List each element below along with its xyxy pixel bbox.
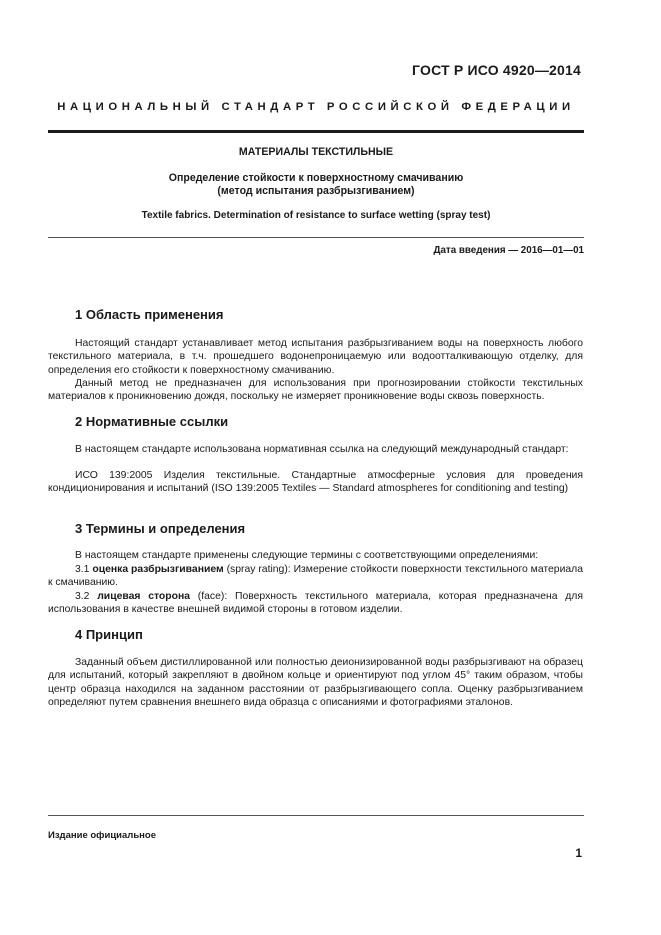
term-3-2-term: лицевая сторона <box>97 591 191 602</box>
section-1-paragraph-1: Настоящий стандарт устанавливает метод испытания разбрызгиванием воды на поверхность любого текстильного материала, в т.ч. прошедшего водонепроницаемую или водоотталкивающую отделку, для определения его стойкости к поверхностному смачиванию. <box>48 338 583 376</box>
term-3-1-number: 3.1 <box>75 564 90 575</box>
page-number: 1 <box>575 846 582 860</box>
term-3-2-definition: (face): Поверхность текстильного материала, которая предназначена для использования в качестве внешней видимой стороны в готовом изделии. <box>48 591 583 616</box>
term-3-1 <box>48 563 583 590</box>
section-1-heading: 1 Область применения <box>75 307 224 322</box>
section-2-paragraph-1: В настоящем стандарте использована нормативная ссылка на следующий международный стандарт: <box>75 444 569 455</box>
document-number: ГОСТ Р ИСО 4920—2014 <box>412 62 581 78</box>
header-rule <box>48 130 584 133</box>
term-3-2 <box>48 590 583 617</box>
section-3-heading: 3 Термины и определения <box>75 521 246 536</box>
document-title: МАТЕРИАЛЫ ТЕКСТИЛЬНЫЕ <box>238 146 394 158</box>
title-rule <box>48 237 584 238</box>
term-3-1-term: оценка разбрызгиванием <box>92 564 224 575</box>
section-2-heading: 2 Нормативные ссылки <box>75 414 229 429</box>
section-4-heading: 4 Принцип <box>75 627 143 642</box>
document-subtitle <box>48 172 584 198</box>
section-2-paragraph-2: ИСО 139:2005 Изделия текстильные. Стандартные атмосферные условия для проведения кондиционирования и испытаний (ISO 139:2005 Textiles — Standard atmospheres for conditioning and testing) <box>48 470 583 495</box>
section-1-paragraph-2: Данный метод не предназначен для использования при прогнозировании стойкости текстильных материалов к проникновению дождя, поскольку не измеряет проникновение воды сквозь поверхность. <box>48 378 583 403</box>
footer-rule <box>48 815 584 816</box>
official-edition-label: Издание официальное <box>48 830 156 841</box>
section-3-paragraph-1: В настоящем стандарте применены следующие термины с соответствующими определениями: <box>75 550 539 561</box>
introduction-date: Дата введения — 2016—01—01 <box>433 245 584 256</box>
national-standard-banner: НАЦИОНАЛЬНЫЙ СТАНДАРТ РОССИЙСКОЙ ФЕДЕРАЦИИ <box>57 101 575 113</box>
subtitle-line-2: (метод испытания разбрызгиванием) <box>217 185 415 197</box>
term-3-2-number: 3.2 <box>75 591 90 602</box>
english-title: Textile fabrics. Determination of resistance to surface wetting (spray test) <box>141 210 491 221</box>
section-4-paragraph-1: Заданный объем дистиллированной или полностью деионизированной воды разбрызгивают на образец для испытаний, который закрепляют в двойном кольце и ориентируют под углом 45° таким образом, чтобы центр образца находился на заданном расстоянии от разбрызгивающего сопла. Оценку разбрызгиванием определяют путем сравнения внешнего вида образца с описаниями и фотографиями эталонов. <box>48 657 583 708</box>
term-3-1-definition: (spray rating): Измерение стойкости поверхности текстильного материала к смачиванию. <box>48 564 583 589</box>
subtitle-line-1: Определение стойкости к поверхностному смачиванию <box>168 172 464 184</box>
